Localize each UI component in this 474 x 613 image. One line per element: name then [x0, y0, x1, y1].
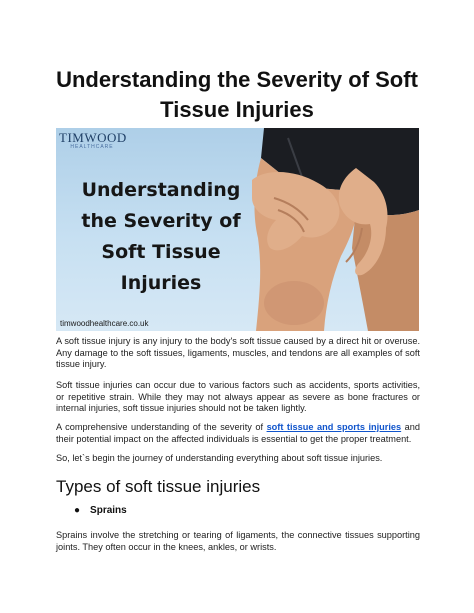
paragraph-text: A comprehensive understanding of the severity of — [56, 422, 267, 432]
section-heading: Types of soft tissue injuries — [56, 477, 261, 496]
logo-wordmark: TIMWOOD — [59, 130, 127, 145]
hero-website-url: timwoodhealthcare.co.uk — [60, 319, 149, 328]
hero-heading-line: Soft Tissue — [101, 241, 221, 263]
page-title: Understanding the Severity of Soft Tissue Injuries — [56, 67, 418, 122]
soft-tissue-injuries-link[interactable]: soft tissue and sports injuries — [266, 422, 402, 432]
paragraph-text: and their potential impact on the affected individuals is essential to get the proper treatment. — [56, 422, 420, 444]
hero-heading-line: Injuries — [120, 272, 202, 294]
bullet-icon: ● — [74, 505, 81, 516]
paragraph-sprains: Sprains involve the stretching or tearing of ligaments, the connective tissues supporting joints. They often occur in the knees, ankles, or wrists. — [56, 530, 420, 552]
hero-heading-line: the Severity of — [81, 210, 241, 232]
paragraph-causes: Soft tissue injuries can occur due to various factors such as accidents, sports activities, or repetitive strain. While they may not always appear as severe as bone fractures or internal injuries, soft tissue injuries should not be taken lightly. — [56, 380, 420, 413]
paragraph-journey: So, let`s begin the journey of understanding everything about soft tissue injuries. — [56, 453, 383, 463]
logo-subtitle: HEALTHCARE — [70, 144, 114, 150]
hero-heading — [56, 175, 266, 299]
paragraph-understanding — [56, 422, 420, 445]
list-item-label: Sprains — [90, 505, 127, 516]
list-item — [74, 505, 127, 516]
hero-heading-line: Understanding — [81, 179, 241, 201]
hero-image — [56, 128, 419, 331]
paragraph-intro: A soft tissue injury is any injury to the body's soft tissue caused by a direct hit or overuse. Any damage to the soft tissues, ligaments, muscles, and tendons are all examples of soft tissue injury. — [56, 336, 420, 369]
brand-logo — [59, 131, 125, 153]
